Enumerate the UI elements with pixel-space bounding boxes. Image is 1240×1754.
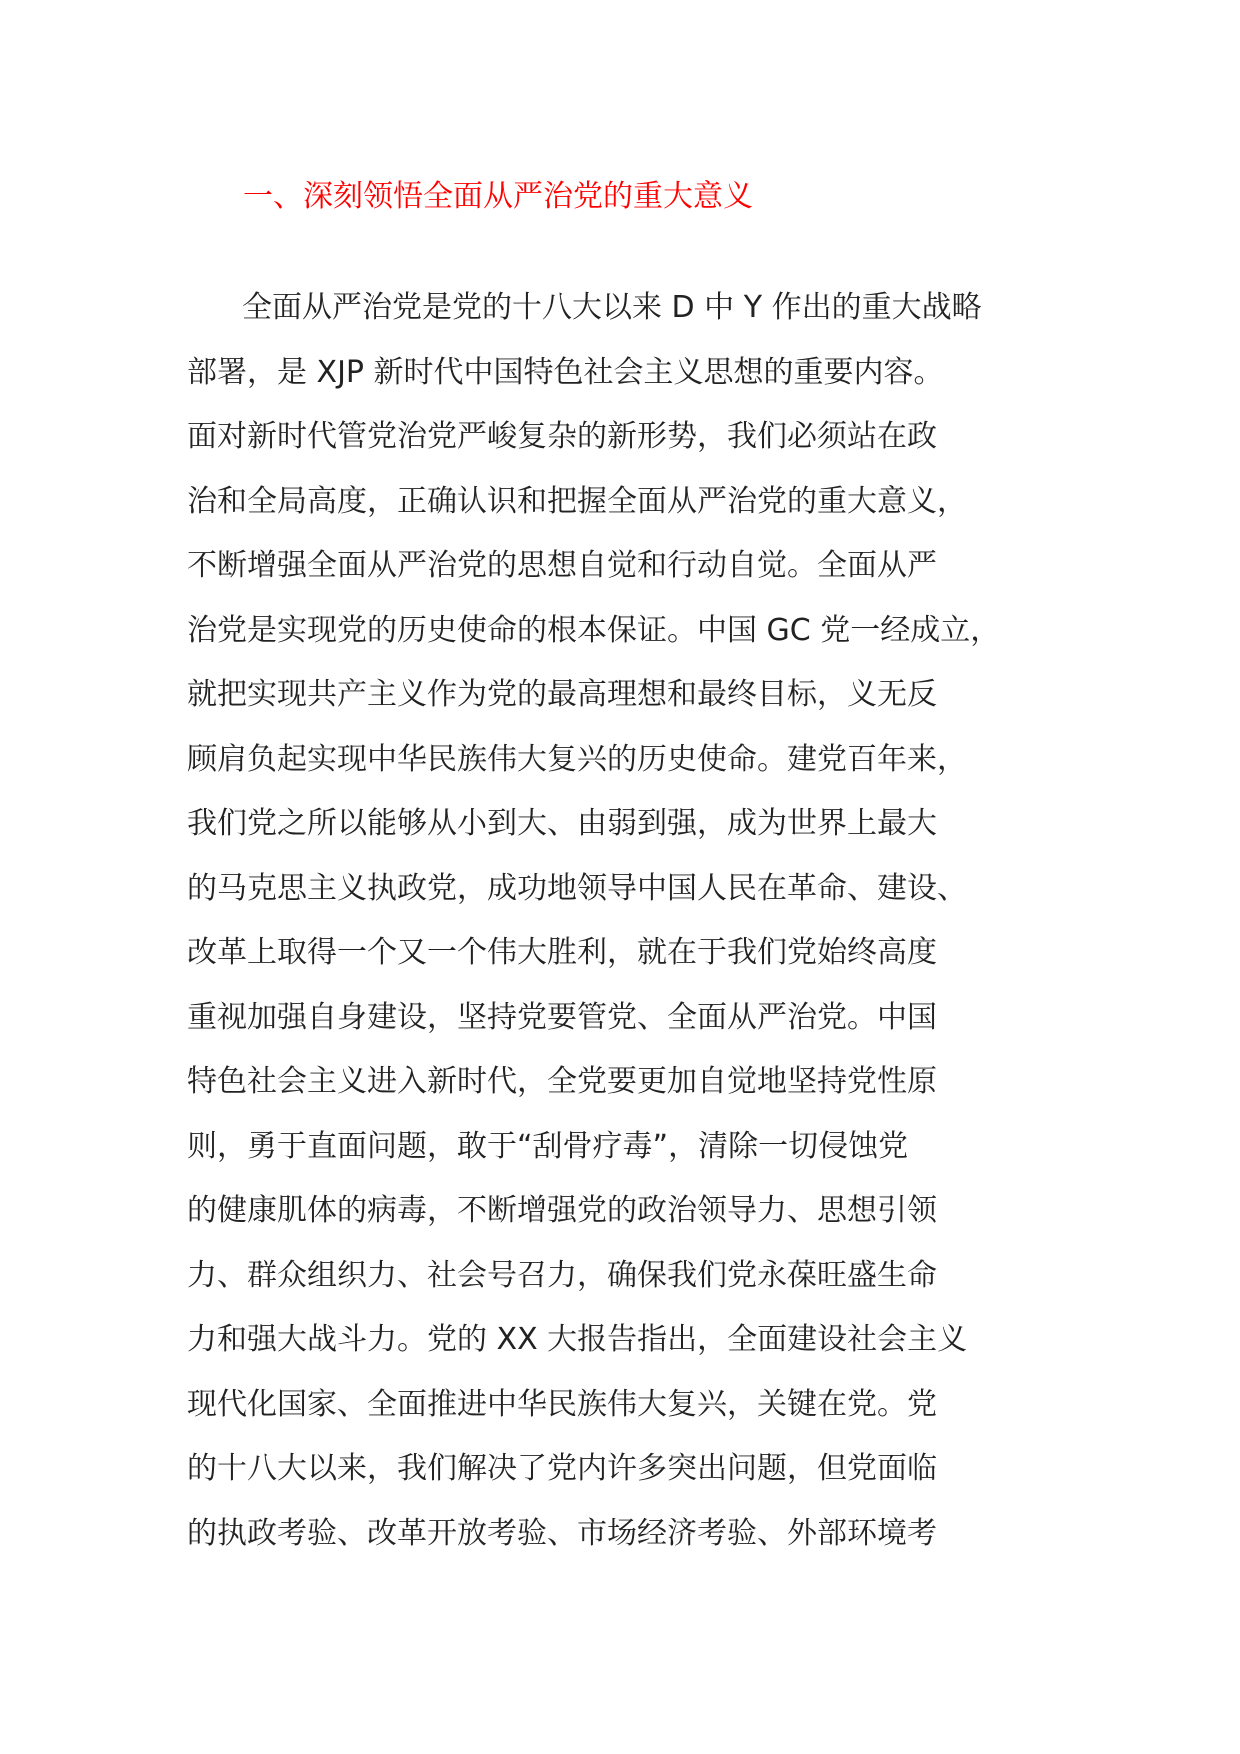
paragraph-line: 全面从严治党是党的十八大以来 D 中 Y 作出的重大战略 — [242, 290, 982, 325]
paragraph-line: 的健康肌体的病毒，不断增强党的政治领导力、思想引领 — [187, 1193, 937, 1228]
paragraph-line: 面对新时代管党治党严峻复杂的新形势，我们必须站在政 — [187, 419, 937, 454]
body-paragraph — [187, 276, 1087, 1566]
paragraph-line: 的执政考验、改革开放考验、市场经济考验、外部环境考 — [187, 1515, 937, 1551]
paragraph-line: 现代化国家、全面推进中华民族伟大复兴，关键在党。党 — [187, 1386, 937, 1422]
paragraph-line: 不断增强全面从严治党的思想自觉和行动自觉。全面从严 — [187, 548, 937, 583]
paragraph-line: 部署，是 XJP 新时代中国特色社会主义思想的重要内容。 — [187, 354, 944, 390]
paragraph-line: 的马克思主义执政党，成功地领导中国人民在革命、建设、 — [187, 870, 967, 906]
paragraph-line: 就把实现共产主义作为党的最高理想和最终目标，义无反 — [187, 677, 937, 712]
paragraph-line: 的十八大以来，我们解决了党内许多突出问题，但党面临 — [187, 1451, 937, 1486]
paragraph-line: 顾肩负起实现中华民族伟大复兴的历史使命。建党百年来， — [187, 741, 967, 777]
paragraph-line: 我们党之所以能够从小到大、由弱到强，成为世界上最大 — [187, 806, 937, 841]
paragraph-line: 治和全局高度，正确认识和把握全面从严治党的重大意义， — [187, 483, 967, 519]
paragraph-line: 治党是实现党的历史使命的根本保证。中国 GC 党一经成立， — [187, 612, 1001, 648]
paragraph-line: 改革上取得一个又一个伟大胜利，就在于我们党始终高度 — [187, 935, 937, 970]
section-heading: 一、深刻领悟全面从严治党的重大意义 — [243, 179, 753, 214]
paragraph-line: 特色社会主义进入新时代，全党要更加自觉地坚持党性原 — [187, 1064, 937, 1099]
paragraph-line: 力和强大战斗力。党的 XX 大报告指出，全面建设社会主义 — [187, 1322, 968, 1357]
paragraph-line: 重视加强自身建设，坚持党要管党、全面从严治党。中国 — [187, 999, 937, 1035]
paragraph-line: 则，勇于直面问题，敢于“刮骨疗毒”，清除一切侵蚀党 — [187, 1128, 909, 1164]
paragraph-line: 力、群众组织力、社会号召力，确保我们党永葆旺盛生命 — [187, 1257, 937, 1293]
